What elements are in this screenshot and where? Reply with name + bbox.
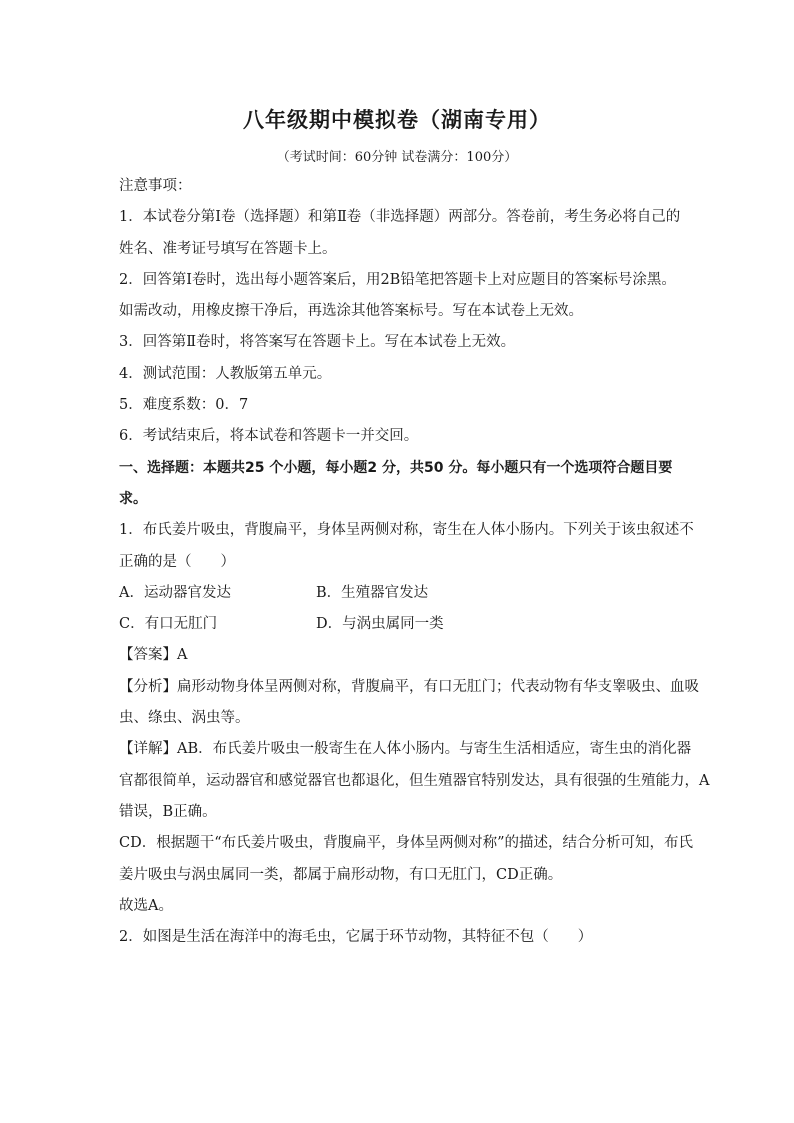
answer: 【答案】A [119,647,188,664]
notice-item: 5．难度系数：0．7 [119,397,249,414]
option-row [119,583,691,614]
question-stem: 1．布氏姜片吸虫，背腹扁平，身体呈两侧对称，寄生在人体小肠内。下列关于该虫叙述不 [119,522,694,539]
notice-item: 如需改动，用橡皮擦干净后，再选涂其他答案标号。写在本试卷上无效。 [119,303,583,320]
detail: CD．根据题干“布氏姜片吸虫，背腹扁平，身体呈两侧对称”的描述，结合分析可知，布氏 [119,835,694,852]
option-b: B．生殖器官发达 [316,584,429,601]
section-heading: 一、选择题：本题共25 个小题，每小题2 分，共50 分。每小题只有一个选项符合题目要 [119,459,673,476]
exam-body [119,176,710,958]
section-heading: 求。 [119,490,147,507]
option-c: C．有口无肛门 [119,616,218,633]
notice-item: 姓名、准考证号填写在答题卡上。 [119,240,337,257]
notice-item: 2．回答第Ⅰ卷时，选出每小题答案后，用2B铅笔把答题卡上对应题目的答案标号涂黑。 [119,271,676,288]
option-a: A．运动器官发达 [119,584,231,601]
option-d: D．与涡虫属同一类 [316,616,444,633]
question-stem: 2．如图是生活在海洋中的海毛虫，它属于环节动物，其特征不包（ ） [119,929,593,946]
detail: 【详解】AB．布氏姜片吸虫一般寄生在人体小肠内。与寄生生活相适应，寄生虫的消化器 [119,741,692,758]
notice-item: 6．考试结束后，将本试卷和答题卡一并交回。 [119,428,419,445]
analysis: 虫、绦虫、涡虫等。 [119,710,250,727]
exam-subtitle: （考试时间：60分钟 试卷满分：100分） [276,150,518,165]
notice-item: 3．回答第Ⅱ卷时，将答案写在答题卡上。写在本试卷上无效。 [119,334,516,351]
detail: 姜片吸虫与涡虫属同一类，都属于扁形动物，有口无肛门，CD正确。 [119,866,563,883]
option-row [119,614,691,645]
exam-title: 八年级期中模拟卷（湖南专用） [243,108,551,132]
detail: 官都很简单，运动器官和感觉器官也都退化，但生殖器官特别发达，具有很强的生殖能力，A [119,772,710,789]
notice-heading: 注意事项： [119,178,192,194]
conclusion: 故选A。 [119,897,173,914]
question-stem: 正确的是（ ） [119,553,235,570]
notice-item: 1．本试卷分第Ⅰ卷（选择题）和第Ⅱ卷（非选择题）两部分。答卷前，考生务必将自己的 [119,209,681,226]
analysis: 【分析】扁形动物身体呈两侧对称，背腹扁平，有口无肛门；代表动物有华支睾吸虫、血吸 [119,678,699,695]
notice-item: 4．测试范围：人教版第五单元。 [119,365,332,382]
detail: 错误，B正确。 [119,803,217,820]
